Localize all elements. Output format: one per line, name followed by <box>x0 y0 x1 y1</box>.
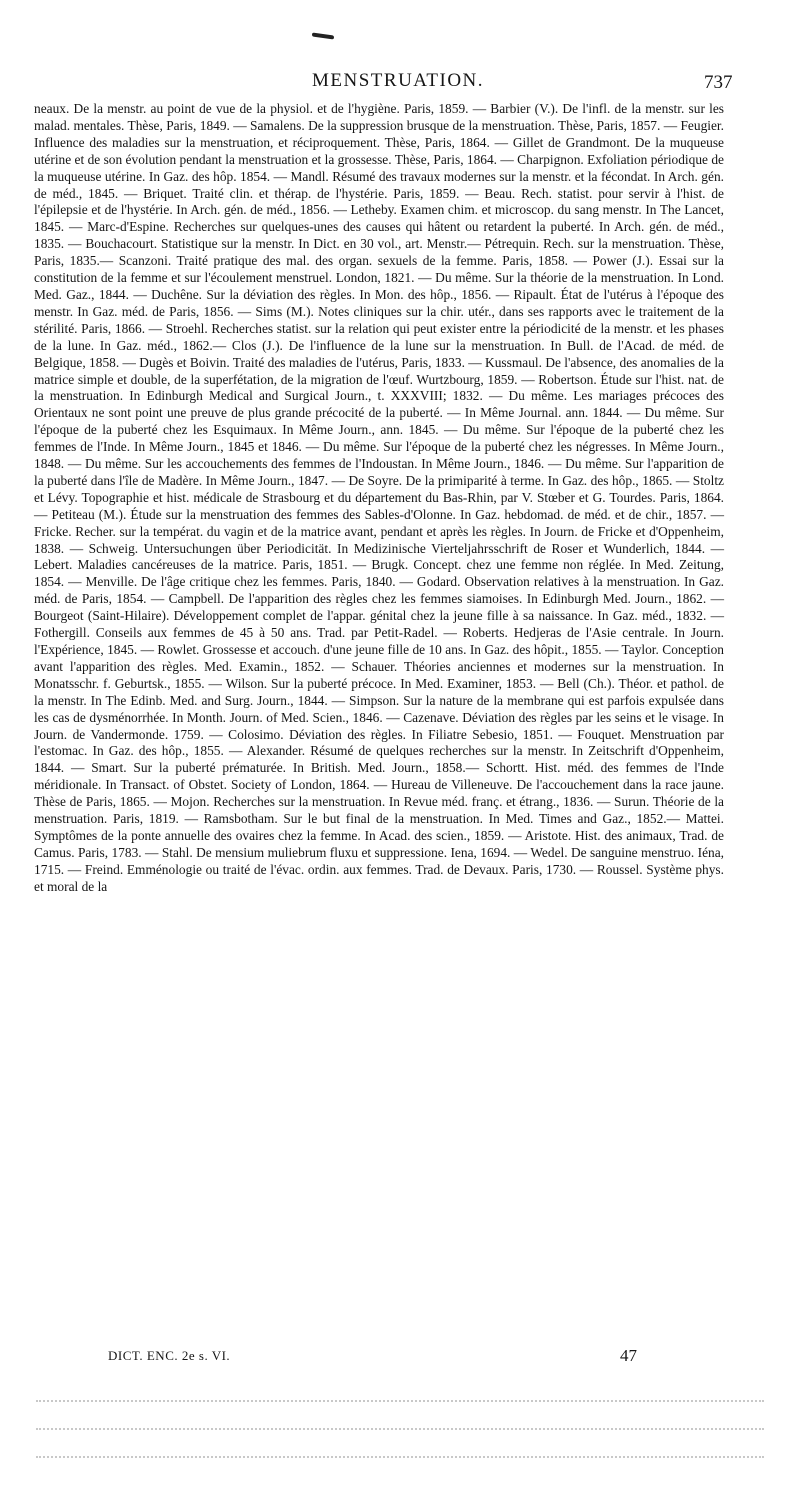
dotted-rule <box>36 1428 764 1430</box>
ink-mark <box>312 32 334 39</box>
dotted-rule <box>36 1456 764 1458</box>
bibliography-paragraph: neaux. De la menstr. au point de vue de la physiol. et de l'hygiène. Paris, 1859. — Barbier (V.). De l'infl. de la menstr. sur les malad. mentales. Thèse, Paris, 1849. — Samalens. De la suppression brusque de la menstruation. Thèse, Paris, 1857. — Feugier. Influence des maladies sur la menstruation, et réciproquement. Thèse, Paris, 1864. — Gillet de Grandmont. De la muqueuse utérine et de son évolution pendant la menstruation et la grossesse. Thèse, Paris, 1864. — Charpignon. Exfoliation périodique de la muqueuse utérine. In Gaz. des hôp. 1854. — Mandl. Résumé des travaux modernes sur la menstr. et la fécondat. In Arch. gén. de méd., 1845. — Briquet. Traité clin. et thérap. de l'hystérie. Paris, 1859. — Beau. Rech. statist. pour servir à l'hist. de l'épilepsie et de l'hystérie. In Arch. gén. de méd., 1856. — Letheby. Examen chim. et microscop. du sang menstr. In The Lancet, 1845. — Marc-d'Espine. Recherches sur quelques-unes des causes qui hâtent ou retardent la puberté. In Arch. gén. de méd., 1835. — Bouchacourt. Statistique sur la menstr. In Dict. en 30 vol., art. Menstr.— Pétrequin. Rech. sur la menstruation. Thèse, Paris, 1835.— Scanzoni. Traité pratique des mal. des organ. sexuels de la femme. Paris, 1858. — Power (J.). Essai sur la constitution de la femme et sur l'écoulement menstruel. London, 1821. — Du même. Sur la théorie de la menstruation. In Lond. Med. Gaz., 1844. — Duchêne. Sur la déviation des règles. In Mon. des hôp., 1856. — Ripault. État de l'utérus à l'époque des menstr. In Gaz. méd. de Paris, 1856. — Sims (M.). Notes cliniques sur la chir. utér., dans ses rapports avec le traitement de la stérilité. Paris, 1866. — Stroehl. Recherches statist. sur la relation qui peut exister entre la périodicité de la menstr. et les phases de la lune. In Gaz. méd., 1862.— Clos (J.). De l'influence de la lune sur la menstruation. In Bull. de l'Acad. de méd. de Belgique, 1858. — Dugès et Boivin. Traité des maladies de l'utérus, Paris, 1833. — Kussmaul. De l'absence, des anomalies de la matrice simple et double, de la superfétation, de la migration de l'œuf. Wurtzbourg, 1859. — Robertson. Étude sur l'hist. nat. de la menstruation. In Edinburgh Medical and Surgical Journ., t. XXXVIII; 1832. — Du même. Les mariages précoces des Orientaux ne sont point une preuve de plus grande précocité de la puberté. — In Même Journal. ann. 1844. — Du même. Sur l'époque de la puberté chez les Esquimaux. In Même Journ., ann. 1845. — Du même. Sur l'époque de la puberté chez les femmes de l'Inde. In Même Journ., 1845 et 1846. — Du même. Sur l'époque de la puberté chez les négresses. In Même Journ., 1848. — Du même. Sur les accouchements des femmes de l'Indoustan. In Même Journ., 1846. — Du même. Sur l'apparition de la puberté dans l'île de Madère. In Même Journ., 1847. — De Soyre. De la primiparité à terme. In Gaz. des hôp., 1865. — Stoltz et Lévy. Topographie et hist. médicale de Strasbourg et du département du Bas-Rhin, par V. Stœber et G. Tourdes. Paris, 1864. — Petiteau (M.). Étude sur la menstruation des femmes des Sables-d'Olonne. In Gaz. hebdomad. de méd. et de chir., 1857. — Fricke. Recher. sur la températ. du vagin et de la matrice avant, pendant et après les règles. In Journ. de Fricke et d'Oppenheim, 1838. — Schweig. Untersuchungen über Periodicität. In Medizinische Vierteljahrsschrift de Roser et Wunderlich, 1844. — Lebert. Maladies cancéreuses de la matrice. Paris, 1851. — Brugk. Concept. chez une femme non réglée. In Med. Zeitung, 1854. — Menville. De l'âge critique chez les femmes. Paris, 1840. — Godard. Observation relatives à la menstruation. In Gaz. méd. de Paris, 1854. — Campbell. De l'apparition des règles chez les femmes siamoises. In Edinburgh Med. Journ., 1862. — Bourgeot (Saint-Hilaire). Développement complet de l'appar. génital chez la jeune fille à sa naissance. In Gaz. méd., 1832. — Fothergill. Conseils aux femmes de 45 à 50 ans. Trad. par Petit-Radel. — Roberts. Hedjeras de l'Asie centrale. In Journ. l'Expérience, 1845. — Rowlet. Grossesse et accouch. d'une jeune fille de 10 ans. In Gaz. des hôpit., 1855. — Taylor. Conception avant l'apparition des règles. Med. Examin., 1852. — Schauer. Théories anciennes et modernes sur la menstruation. In Monatsschr. f. Geburtsk., 1855. — Wilson. Sur la puberté précoce. In Med. Examiner, 1853. — Bell (Ch.). Théor. et pathol. de la menstr. In The Edinb. Med. and Surg. Journ., 1844. — Simpson. Sur la nature de la membrane qui est parfois expulsée dans les cas de dysménorrhée. In Month. Journ. of Med. Scien., 1846. — Cazenave. Déviation des règles par les seins et le visage. In Journ. de Vandermonde. 1759. — Colosimo. Déviation des règles. In Filiatre Sebesio, 1851. — Fouquet. Menstruation par l'estomac. In Gaz. des hôp., 1855. — Alexander. Résumé de quelques recherches sur la menstr. In Zeitschrift d'Oppenheim, 1844. — Smart. Sur la puberté prématurée. In British. Med. Journ., 1858.— Schortt. Hist. méd. des femmes de l'Inde méridionale. In Transact. of Obstet. Society of London, 1864. — Hureau de Villeneuve. De l'accouchement dans la race jaune. Thèse de Paris, 1865. — Mojon. Recherches sur la menstruation. In Revue méd. franç. et étrang., 1836. — Surun. Théorie de la menstruation. Paris, 1819. — Ramsbotham. Sur le but final de la menstruation. In Med. Times and Gaz., 1852.— Mattei. Symptômes de la ponte annuelle des ovaires chez la femme. In Acad. des scien., 1859. — Aristote. Hist. des animaux, Trad. de Camus. Paris, 1783. — Stahl. De mensium muliebrum fluxu et suppressione. Iena, 1694. — Wedel. De sanguine menstruo. Iéna, 1715. — Freind. Emménologie ou traité de l'évac. ordin. aux femmes. Trad. de Devaux. Paris, 1730. — Roussel. Système phys. et moral de la <box>34 101 724 894</box>
footer-sheet-number: 47 <box>620 1346 637 1365</box>
page-number: 737 <box>704 72 733 93</box>
footer-signature: DICT. ENC. 2e s. VI. <box>108 1348 231 1363</box>
dotted-rule <box>36 1400 764 1402</box>
bibliography-text <box>34 101 724 896</box>
running-title: MENSTRUATION. <box>312 70 485 91</box>
